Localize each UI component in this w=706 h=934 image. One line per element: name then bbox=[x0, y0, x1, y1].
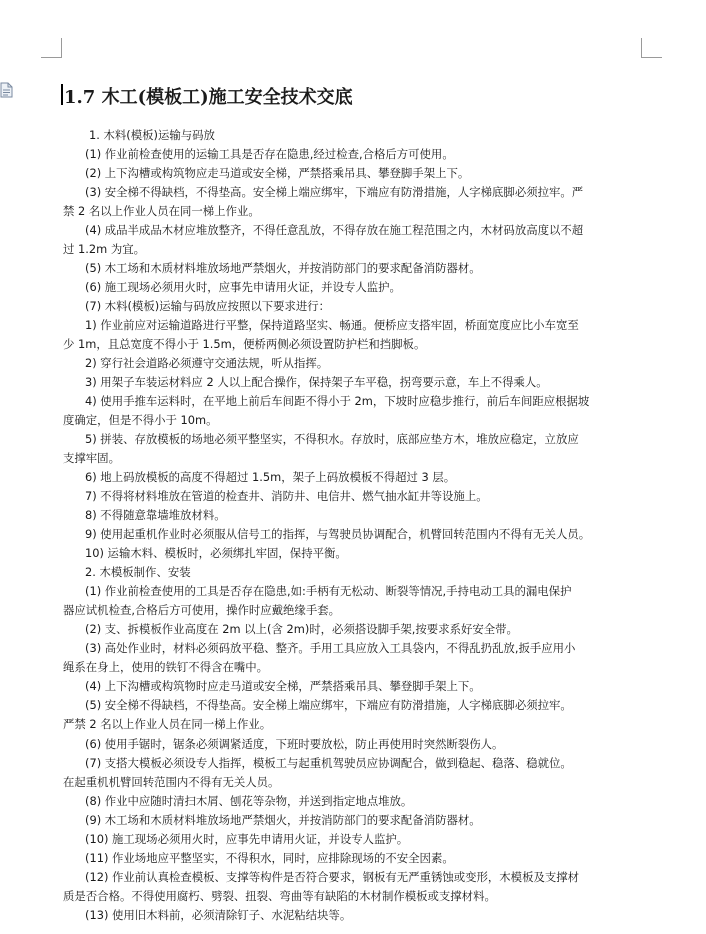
text-line: 3) 用架子车装运材料应 2 人以上配合操作，保持架子车平稳，拐弯要示意，车上不得乘人。 bbox=[85, 375, 548, 390]
text-cursor bbox=[61, 84, 63, 105]
text-line: (5) 安全梯不得缺档，不得垫高。安全梯上端应绑牢，下端应有防滑措施，人字梯底脚必须拉牢。 bbox=[85, 698, 572, 713]
text-line: (7) 木料(模板)运输与码放应按照以下要求进行： bbox=[85, 299, 331, 314]
crop-mark-top-right-horizontal bbox=[641, 57, 662, 58]
text-line: 5) 拼装、存放模板的场地必须平整坚实，不得积水。存放时，底部应垫方木，堆放应稳定，立放应 bbox=[85, 432, 579, 447]
text-line: (6) 施工现场必须用火时，应事先申请用火证，并设专人监护。 bbox=[85, 280, 401, 295]
text-line: (2) 支、拆模板作业高度在 2m 以上(含 2m)时，必须搭设脚手架,按要求系好安全带。 bbox=[85, 622, 518, 637]
text-line: (5) 木工场和木质材料堆放场地严禁烟火，并按消防部门的要求配备消防器材。 bbox=[85, 261, 481, 276]
crop-mark-top-right-vertical bbox=[641, 38, 642, 58]
text-line: 少 1m，且总宽度不得小于 1.5m，便桥两侧必须设置防护栏和挡脚板。 bbox=[63, 337, 426, 352]
text-line: (2) 上下沟槽或构筑物应走马道或安全梯，严禁搭乘吊具、攀登脚手架上下。 bbox=[85, 166, 470, 181]
text-line: 8) 不得随意靠墙堆放材料。 bbox=[85, 508, 226, 523]
text-line: 1) 作业前应对运输道路进行平整，保持道路坚实、畅通。便桥应支搭牢固，桥面宽度应比小车宽至 bbox=[85, 318, 579, 333]
text-line: 在起重机机臂回转范围内不得有无关人员。 bbox=[63, 774, 280, 789]
text-line: 7) 不得将材料堆放在管道的检查井、消防井、电信井、燃气抽水缸井等设施上。 bbox=[85, 489, 488, 504]
text-line: (4) 上下沟槽或构筑物时应走马道或安全梯，严禁搭乘吊具、攀登脚手架上下。 bbox=[85, 679, 481, 694]
text-line: 2. 木模板制作、安装 bbox=[85, 565, 191, 580]
text-line: (7) 支搭大模板必须设专人指挥，模板工与起重机驾驶员应协调配合，做到稳起、稳落、稳就位。 bbox=[85, 755, 572, 770]
text-line: 支撑牢固。 bbox=[63, 451, 120, 466]
text-line: (12) 作业前认真检查模板、支撑等构件是否符合要求，钢板有无严重锈蚀或变形，木模板及支撑材 bbox=[85, 869, 580, 884]
document-body bbox=[63, 126, 643, 925]
text-line: 器应试机检查,合格后方可使用，操作时应戴绝缘手套。 bbox=[63, 603, 340, 618]
text-line: (3) 安全梯不得缺档，不得垫高。安全梯上端应绑牢，下端应有防滑措施，人字梯底脚必须拉牢。严 bbox=[85, 185, 584, 200]
section-heading: 1.7 木工(模板工)施工安全技术交底 bbox=[64, 87, 353, 108]
text-line: (11) 作业场地应平整坚实，不得积水，同时，应排除现场的不安全因素。 bbox=[85, 850, 454, 865]
text-line: (9) 木工场和木质材料堆放场地严禁烟火，并按消防部门的要求配备消防器材。 bbox=[85, 812, 481, 827]
text-line: 质是否合格。不得使用腐朽、劈裂、扭裂、弯曲等有缺陷的木材制作模板或支撑材料。 bbox=[63, 888, 496, 903]
text-line: 2) 穿行社会道路必须遵守交通法规，听从指挥。 bbox=[85, 356, 329, 371]
text-line: (13) 使用旧木料前，必须清除钉子、水泥粘结块等。 bbox=[85, 907, 352, 922]
text-line: 绳系在身上，使用的铁钉不得含在嘴中。 bbox=[63, 660, 269, 675]
text-line: 4) 使用手推车运料时，在平地上前后车间距不得小于 2m，下坡时应稳步推行，前后车间距应根据坡 bbox=[85, 394, 590, 409]
text-line: (1) 作业前检查使用的工具是否存在隐患,如:手柄有无松动、断裂等情况,手持电动工具的漏电保护 bbox=[85, 584, 572, 599]
text-line: 9) 使用起重机作业时必须服从信号工的指挥，与驾驶员协调配合，机臂回转范围内不得有无关人员。 bbox=[85, 527, 591, 542]
text-line: 度确定，但是不得小于 10m。 bbox=[63, 413, 218, 428]
text-line: 10) 运输木料、模板时，必须绑扎牢固，保持平衡。 bbox=[85, 546, 347, 561]
text-line: (6) 使用手锯时，锯条必须调紧适度，下班时要放松，防止再使用时突然断裂伤人。 bbox=[85, 736, 504, 751]
text-line: (4) 成品半成品木材应堆放整齐，不得任意乱放，不得存放在施工程范围之内，木材码放高度以不超 bbox=[85, 223, 584, 238]
crop-mark-top-left-horizontal bbox=[41, 57, 62, 58]
document-icon[interactable] bbox=[0, 82, 13, 98]
text-line: (10) 施工现场必须用火时，应事先申请用火证，并设专人监护。 bbox=[85, 831, 409, 846]
text-line: (8) 作业中应随时清扫木屑、刨花等杂物，并送到指定地点堆放。 bbox=[85, 793, 413, 808]
crop-mark-top-left-vertical bbox=[61, 38, 62, 58]
text-line: (1) 作业前检查使用的运输工具是否存在隐患,经过检查,合格后方可使用。 bbox=[85, 147, 454, 162]
text-line: 1. 木料(模板)运输与码放 bbox=[89, 128, 215, 142]
text-line: 禁 2 名以上作业人员在同一梯上作业。 bbox=[63, 204, 260, 219]
text-line: 6) 地上码放模板的高度不得超过 1.5m，架子上码放模板不得超过 3 层。 bbox=[85, 470, 456, 485]
text-line: 严禁 2 名以上作业人员在同一梯上作业。 bbox=[63, 717, 272, 732]
text-line: (3) 高处作业时，材料必须码放平稳、整齐。手用工具应放入工具袋内，不得乱扔乱放,扳手应用小 bbox=[85, 641, 576, 656]
text-line: 过 1.2m 为宜。 bbox=[63, 242, 146, 257]
